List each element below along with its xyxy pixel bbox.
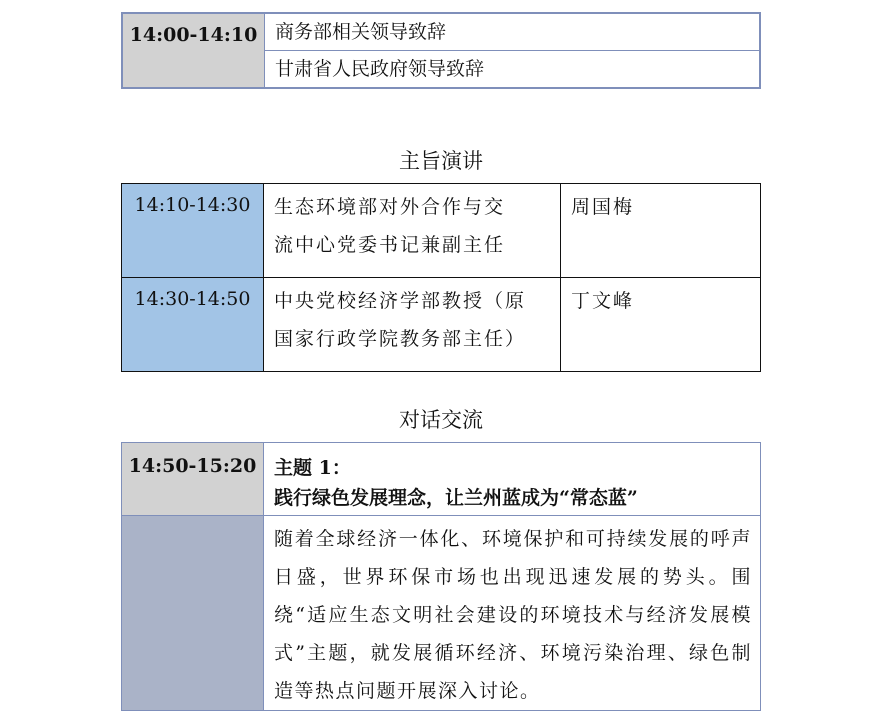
speaker-title-line: 流中心党委书记兼副主任 [274,234,506,256]
topic-title: 践行绿色发展理念，让兰州蓝成为“常态蓝” [274,487,638,509]
blank-cell [122,516,264,711]
keynote-schedule-table [121,183,761,372]
dialogue-topic [264,443,761,516]
topic-label: 主题 1： [274,457,351,479]
speaker-title-line: 国家行政学院教务部主任） [274,328,527,350]
speaker-title [264,184,561,278]
keynote-time: 14:30-14:50 [122,278,264,372]
opening-item: 甘肃省人民政府领导致辞 [265,51,761,89]
speaker-title [264,278,561,372]
keynote-time: 14:10-14:30 [122,184,264,278]
dialogue-heading: 对话交流 [399,408,483,432]
dialogue-time: 14:50-15:20 [122,443,264,516]
speaker-title-line: 生态环境部对外合作与交 [274,196,506,218]
speaker-name: 周国梅 [561,184,761,278]
dialogue-schedule-table [121,442,761,711]
speaker-name: 丁文峰 [561,278,761,372]
topic-description: 随着全球经济一体化、环境保护和可持续发展的呼声日盛，世界环保市场也出现迅速发展的势头。围绕“适应生态文明社会建设的环境技术与经济发展模式”主题，就发展循环经济、环境污染治理、绿色制造等热点问题开展深入讨论。 [264,516,761,711]
opening-schedule-table [121,12,761,89]
table-row [122,278,761,372]
table-row [122,184,761,278]
speaker-title-line: 中央党校经济学部教授（原 [274,290,527,312]
opening-time: 14:00-14:10 [122,13,265,88]
keynote-heading: 主旨演讲 [399,149,483,173]
opening-item: 商务部相关领导致辞 [265,13,761,51]
